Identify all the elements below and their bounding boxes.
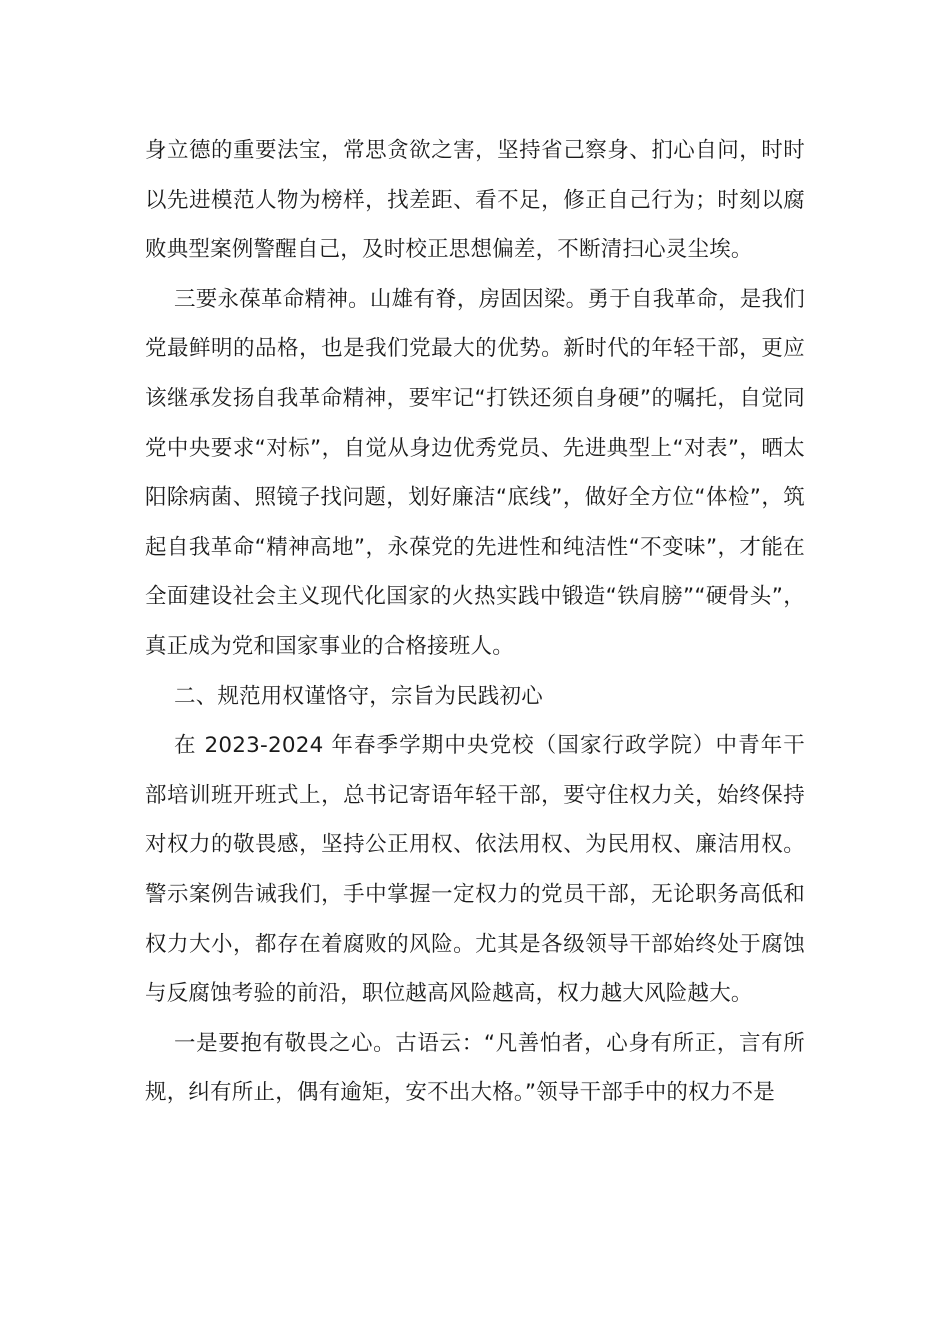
section-heading-power: 二、规范用权谨恪守，宗旨为民践初心 [174, 683, 543, 709]
paragraph-awe: 一是要抱有敬畏之心。古语云：“凡善怕者，心身有所正，言有所规，纠有所止，偶有逾矩，安不出大格。”领导干部手中的权力不是 [145, 1030, 805, 1106]
paragraph-party-school: 在 2023-2024 年春季学期中央党校（国家行政学院）中青年干部培训班开班式上，总书记寄语年轻干部，要守住权力关，始终保持对权力的敬畏感，坚持公正用权、依法用权、为民用权、廉洁用权。警示案例告诫我们，手中掌握一定权力的党员干部，无论职务高低和权力大小，都存在着腐败的风险。尤其是各级领导干部始终处于腐蚀与反腐蚀考验的前沿，职位越高风险越高，权力越大风险越大。 [145, 733, 805, 1007]
paragraph-revolution-spirit: 三要永葆革命精神。山雄有脊，房固因梁。勇于自我革命，是我们党最鲜明的品格，也是我们党最大的优势。新时代的年轻干部，更应该继承发扬自我革命精神，要牢记“打铁还须自身硬”的嘱托，自觉同党中央要求“对标”，自觉从身边优秀党员、先进典型上“对表”，晒太阳除病菌、照镜子找问题，划好廉洁“底线”，做好全方位“体检”，筑起自我革命“精神高地”，永葆党的先进性和纯洁性“不变味”，才能在全面建设社会主义现代化国家的火热实践中锻造“铁肩膀”“硬骨头”，真正成为党和国家事业的合格接班人。 [145, 286, 805, 659]
document-body [145, 126, 805, 1118]
paragraph-continuation: 身立德的重要法宝，常思贪欲之害，坚持省己察身、扪心自问，时时以先进模范人物为榜样，找差距、看不足，修正自己行为；时刻以腐败典型案例警醒自己，及时校正思想偏差，不断清扫心灵尘埃。 [145, 138, 805, 263]
